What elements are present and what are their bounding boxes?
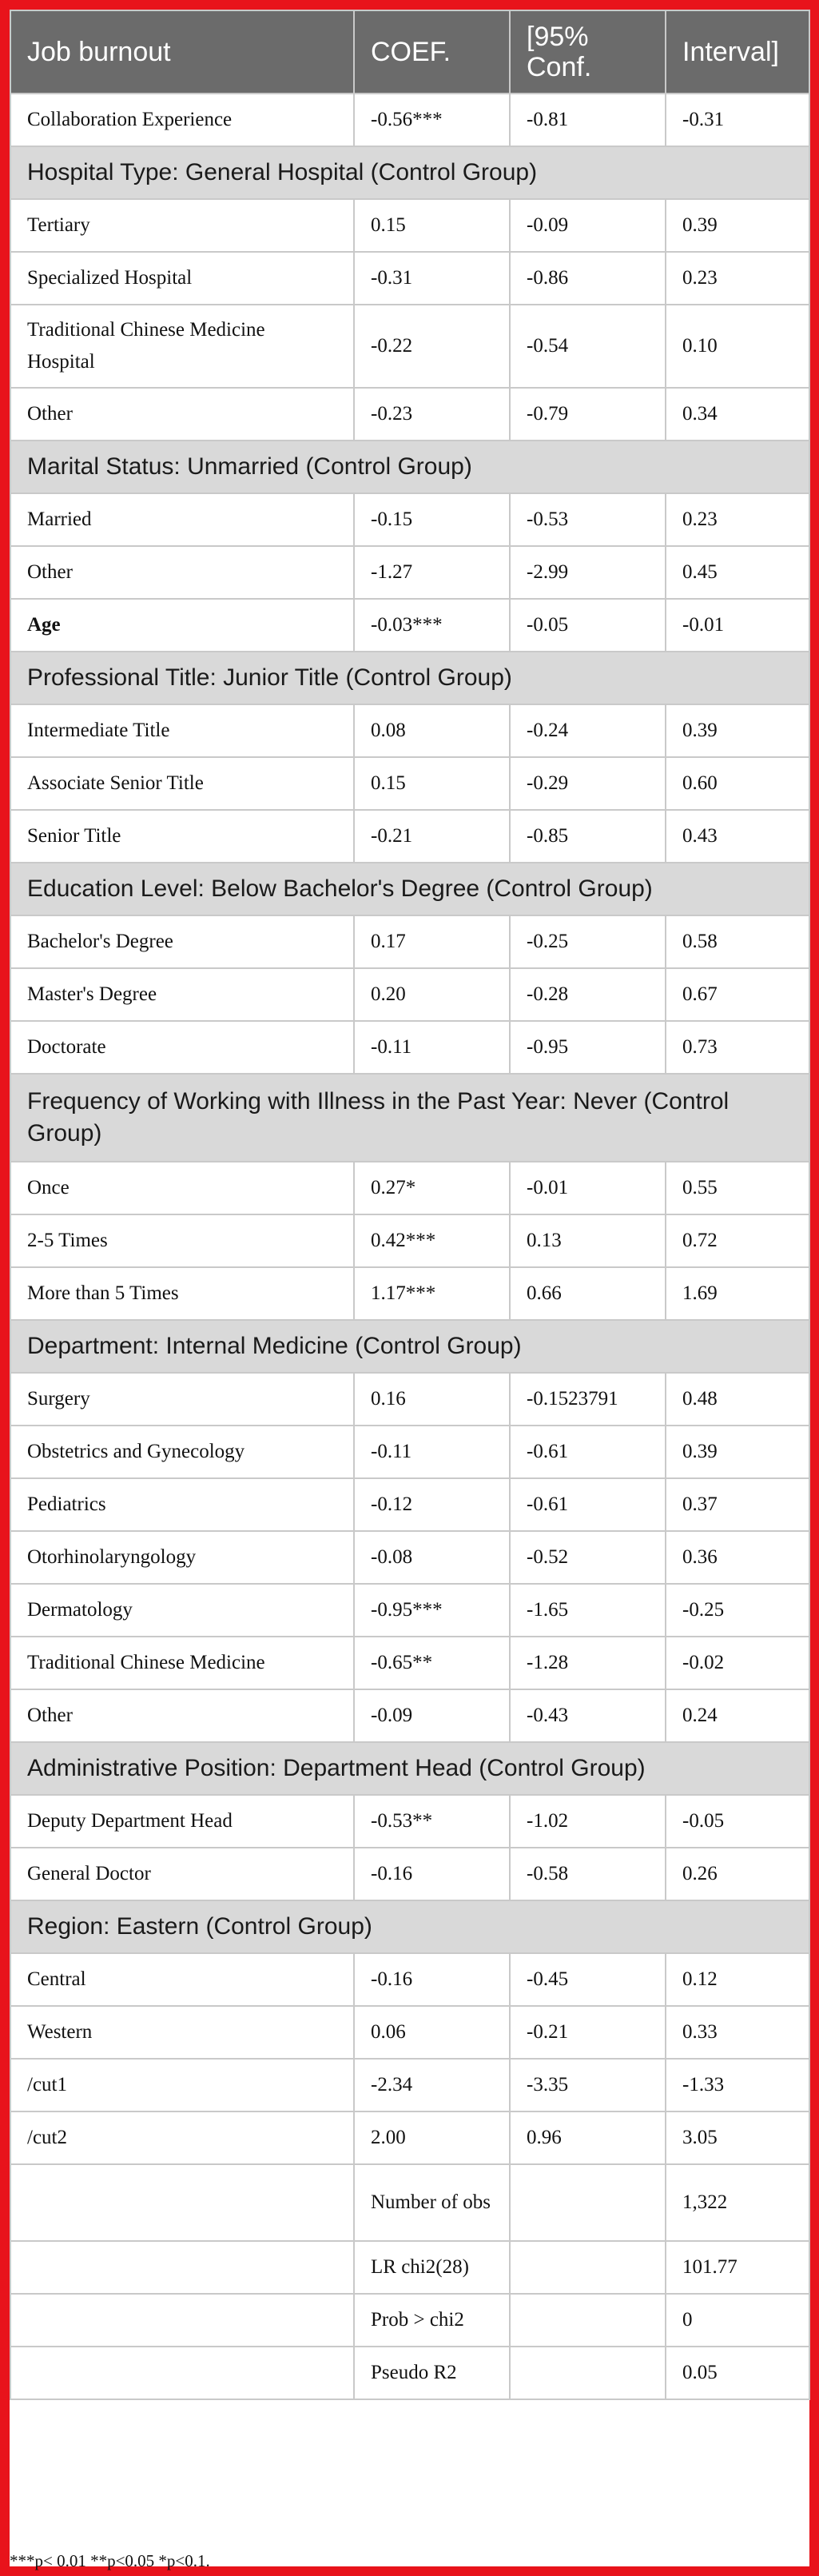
variable-cell: Other xyxy=(10,1689,354,1742)
conf-low-cell: -0.09 xyxy=(510,199,666,252)
variable-cell: Married xyxy=(10,493,354,546)
conf-high-cell: 0.73 xyxy=(666,1021,809,1074)
table-row xyxy=(10,1689,809,1742)
conf-low-cell: -0.85 xyxy=(510,810,666,863)
group-header-row xyxy=(10,1900,809,1953)
conf-high-cell: 0.45 xyxy=(666,546,809,599)
table-row xyxy=(10,1214,809,1267)
table-row xyxy=(10,1953,809,2006)
conf-low-cell: -0.54 xyxy=(510,305,666,388)
coef-cell: -0.21 xyxy=(354,810,510,863)
conf-low-cell: -0.95 xyxy=(510,1021,666,1074)
conf-high-cell: 0.67 xyxy=(666,968,809,1021)
coef-cell: -0.03*** xyxy=(354,599,510,652)
coef-cell: -2.34 xyxy=(354,2059,510,2111)
table-row xyxy=(10,1637,809,1689)
group-header-row xyxy=(10,1074,809,1162)
conf-low-cell: -0.1523791 xyxy=(510,1373,666,1426)
coef-cell: 0.16 xyxy=(354,1373,510,1426)
group-header-row xyxy=(10,146,809,199)
coef-cell: Prob > chi2 xyxy=(354,2294,510,2347)
group-header-row xyxy=(10,1320,809,1373)
table-row xyxy=(10,1531,809,1584)
conf-low-cell: -0.58 xyxy=(510,1848,666,1900)
table-row xyxy=(10,546,809,599)
group-label: Frequency of Working with Illness in the Past Year: Never (Control Group) xyxy=(10,1074,809,1162)
conf-low-cell: -0.21 xyxy=(510,2006,666,2059)
variable-cell: Once xyxy=(10,1162,354,1214)
variable-cell xyxy=(10,2241,354,2294)
conf-high-cell: 101.77 xyxy=(666,2241,809,2294)
variable-cell: Associate Senior Title xyxy=(10,757,354,810)
variable-cell: Otorhinolaryngology xyxy=(10,1531,354,1584)
conf-low-cell: -0.53 xyxy=(510,493,666,546)
conf-low-cell: -0.29 xyxy=(510,757,666,810)
conf-high-cell: 0.39 xyxy=(666,1426,809,1478)
table-row xyxy=(10,199,809,252)
variable-cell: Pediatrics xyxy=(10,1478,354,1531)
conf-low-cell: -0.86 xyxy=(510,252,666,305)
conf-low-cell: 0.66 xyxy=(510,1267,666,1320)
table-row xyxy=(10,2111,809,2164)
table-row xyxy=(10,968,809,1021)
conf-high-cell: 0.55 xyxy=(666,1162,809,1214)
coef-cell: -0.56*** xyxy=(354,94,510,146)
coef-cell: 0.08 xyxy=(354,704,510,757)
coef-cell: -0.08 xyxy=(354,1531,510,1584)
conf-low-cell: -2.99 xyxy=(510,546,666,599)
conf-high-cell: 0 xyxy=(666,2294,809,2347)
conf-high-cell: 0.26 xyxy=(666,1848,809,1900)
variable-cell: /cut1 xyxy=(10,2059,354,2111)
variable-cell: Other xyxy=(10,546,354,599)
group-label: Professional Title: Junior Title (Control Group) xyxy=(10,652,809,704)
header-interval: Interval] xyxy=(666,10,809,94)
group-header-row xyxy=(10,1742,809,1795)
coef-cell: -0.15 xyxy=(354,493,510,546)
conf-low-cell: -3.35 xyxy=(510,2059,666,2111)
table-row xyxy=(10,252,809,305)
coef-cell: 2.00 xyxy=(354,2111,510,2164)
coef-cell: 0.15 xyxy=(354,757,510,810)
coef-cell: Number of obs xyxy=(354,2164,510,2241)
group-label: Administrative Position: Department Head (Control Group) xyxy=(10,1742,809,1795)
variable-cell xyxy=(10,2294,354,2347)
conf-low-cell: -1.65 xyxy=(510,1584,666,1637)
variable-cell: Traditional Chinese Medicine Hospital xyxy=(10,305,354,388)
table-row xyxy=(10,810,809,863)
coef-cell: -0.16 xyxy=(354,1848,510,1900)
conf-low-cell: -0.81 xyxy=(510,94,666,146)
regression-table xyxy=(10,10,810,2400)
conf-high-cell: 0.48 xyxy=(666,1373,809,1426)
table-header-row xyxy=(10,10,809,94)
conf-low-cell: -0.05 xyxy=(510,599,666,652)
variable-cell xyxy=(10,2164,354,2241)
table-row xyxy=(10,1795,809,1848)
conf-low-cell: -0.28 xyxy=(510,968,666,1021)
conf-high-cell: 1.69 xyxy=(666,1267,809,1320)
variable-cell: Surgery xyxy=(10,1373,354,1426)
variable-cell: Collaboration Experience xyxy=(10,94,354,146)
table-row xyxy=(10,2294,809,2347)
conf-low-cell: -0.43 xyxy=(510,1689,666,1742)
conf-low-cell: -0.61 xyxy=(510,1426,666,1478)
conf-low-cell xyxy=(510,2294,666,2347)
conf-low-cell: -0.25 xyxy=(510,915,666,968)
coef-cell: -0.22 xyxy=(354,305,510,388)
table-body xyxy=(10,94,809,2399)
coef-cell: 0.17 xyxy=(354,915,510,968)
conf-low-cell: -0.45 xyxy=(510,1953,666,2006)
coef-cell: 0.20 xyxy=(354,968,510,1021)
conf-high-cell: -0.31 xyxy=(666,94,809,146)
variable-cell: 2-5 Times xyxy=(10,1214,354,1267)
table-row xyxy=(10,2059,809,2111)
table-row xyxy=(10,2164,809,2241)
coef-cell: Pseudo R2 xyxy=(354,2347,510,2399)
conf-low-cell xyxy=(510,2164,666,2241)
conf-high-cell: 0.24 xyxy=(666,1689,809,1742)
conf-high-cell: 0.34 xyxy=(666,388,809,441)
conf-low-cell: -0.52 xyxy=(510,1531,666,1584)
group-header-row xyxy=(10,652,809,704)
table-row xyxy=(10,2006,809,2059)
group-label: Marital Status: Unmarried (Control Group) xyxy=(10,441,809,493)
table-row xyxy=(10,1584,809,1637)
conf-high-cell: 1,322 xyxy=(666,2164,809,2241)
table-row xyxy=(10,388,809,441)
table-row xyxy=(10,1021,809,1074)
variable-cell: Obstetrics and Gynecology xyxy=(10,1426,354,1478)
conf-high-cell: 0.36 xyxy=(666,1531,809,1584)
conf-low-cell: -1.28 xyxy=(510,1637,666,1689)
conf-high-cell: -1.33 xyxy=(666,2059,809,2111)
table-row xyxy=(10,1267,809,1320)
conf-low-cell: -0.79 xyxy=(510,388,666,441)
conf-high-cell: 0.23 xyxy=(666,493,809,546)
coef-cell: 1.17*** xyxy=(354,1267,510,1320)
table-row xyxy=(10,1478,809,1531)
conf-low-cell: -0.24 xyxy=(510,704,666,757)
group-label: Department: Internal Medicine (Control Group) xyxy=(10,1320,809,1373)
coef-cell: -0.12 xyxy=(354,1478,510,1531)
conf-low-cell: -1.02 xyxy=(510,1795,666,1848)
group-label: Hospital Type: General Hospital (Control Group) xyxy=(10,146,809,199)
table-row xyxy=(10,704,809,757)
header-job-burnout: Job burnout xyxy=(10,10,354,94)
conf-high-cell: 0.39 xyxy=(666,704,809,757)
coef-cell: -0.11 xyxy=(354,1021,510,1074)
conf-high-cell: 0.33 xyxy=(666,2006,809,2059)
coef-cell: -0.11 xyxy=(354,1426,510,1478)
variable-cell: Specialized Hospital xyxy=(10,252,354,305)
conf-low-cell xyxy=(510,2347,666,2399)
variable-cell: /cut2 xyxy=(10,2111,354,2164)
significance-footnote: ***p< 0.01 **p<0.05 *p<0.1. xyxy=(10,2551,210,2570)
conf-high-cell: 0.58 xyxy=(666,915,809,968)
conf-high-cell: 0.37 xyxy=(666,1478,809,1531)
table-row xyxy=(10,305,809,388)
coef-cell: 0.42*** xyxy=(354,1214,510,1267)
variable-cell: Central xyxy=(10,1953,354,2006)
coef-cell: -0.95*** xyxy=(354,1584,510,1637)
table-row xyxy=(10,599,809,652)
conf-low-cell xyxy=(510,2241,666,2294)
header-conf: [95% Conf. xyxy=(510,10,666,94)
group-header-row xyxy=(10,441,809,493)
table-row xyxy=(10,1162,809,1214)
table-row xyxy=(10,2241,809,2294)
table-row xyxy=(10,1426,809,1478)
header-coef: COEF. xyxy=(354,10,510,94)
conf-high-cell: 3.05 xyxy=(666,2111,809,2164)
table-row xyxy=(10,94,809,146)
variable-cell: Bachelor's Degree xyxy=(10,915,354,968)
variable-cell xyxy=(10,2347,354,2399)
coef-cell: -0.31 xyxy=(354,252,510,305)
group-label: Education Level: Below Bachelor's Degree (Control Group) xyxy=(10,863,809,915)
group-header-row xyxy=(10,863,809,915)
conf-high-cell: 0.10 xyxy=(666,305,809,388)
variable-cell: Deputy Department Head xyxy=(10,1795,354,1848)
variable-cell: General Doctor xyxy=(10,1848,354,1900)
coef-cell: -0.65** xyxy=(354,1637,510,1689)
coef-cell: LR chi2(28) xyxy=(354,2241,510,2294)
variable-cell: More than 5 Times xyxy=(10,1267,354,1320)
variable-cell: Senior Title xyxy=(10,810,354,863)
group-label: Region: Eastern (Control Group) xyxy=(10,1900,809,1953)
variable-cell: Western xyxy=(10,2006,354,2059)
coef-cell: -0.23 xyxy=(354,388,510,441)
variable-cell: Intermediate Title xyxy=(10,704,354,757)
conf-low-cell: 0.13 xyxy=(510,1214,666,1267)
conf-high-cell: -0.25 xyxy=(666,1584,809,1637)
conf-high-cell: 0.43 xyxy=(666,810,809,863)
conf-low-cell: 0.96 xyxy=(510,2111,666,2164)
conf-high-cell: 0.23 xyxy=(666,252,809,305)
conf-high-cell: -0.05 xyxy=(666,1795,809,1848)
conf-low-cell: -0.61 xyxy=(510,1478,666,1531)
conf-high-cell: 0.60 xyxy=(666,757,809,810)
coef-cell: -0.53** xyxy=(354,1795,510,1848)
coef-cell: 0.06 xyxy=(354,2006,510,2059)
variable-cell: Other xyxy=(10,388,354,441)
variable-cell: Dermatology xyxy=(10,1584,354,1637)
table-row xyxy=(10,1848,809,1900)
conf-high-cell: 0.05 xyxy=(666,2347,809,2399)
coef-cell: -1.27 xyxy=(354,546,510,599)
conf-low-cell: -0.01 xyxy=(510,1162,666,1214)
variable-cell: Tertiary xyxy=(10,199,354,252)
table-row xyxy=(10,1373,809,1426)
variable-cell: Master's Degree xyxy=(10,968,354,1021)
coef-cell: -0.09 xyxy=(354,1689,510,1742)
conf-high-cell: -0.02 xyxy=(666,1637,809,1689)
table-row xyxy=(10,915,809,968)
conf-high-cell: -0.01 xyxy=(666,599,809,652)
coef-cell: 0.15 xyxy=(354,199,510,252)
variable-cell: Traditional Chinese Medicine xyxy=(10,1637,354,1689)
variable-cell: Doctorate xyxy=(10,1021,354,1074)
table-row xyxy=(10,2347,809,2399)
coef-cell: 0.27* xyxy=(354,1162,510,1214)
conf-high-cell: 0.39 xyxy=(666,199,809,252)
conf-high-cell: 0.12 xyxy=(666,1953,809,2006)
variable-cell: Age xyxy=(10,599,354,652)
coef-cell: -0.16 xyxy=(354,1953,510,2006)
conf-high-cell: 0.72 xyxy=(666,1214,809,1267)
table-row xyxy=(10,493,809,546)
table-row xyxy=(10,757,809,810)
